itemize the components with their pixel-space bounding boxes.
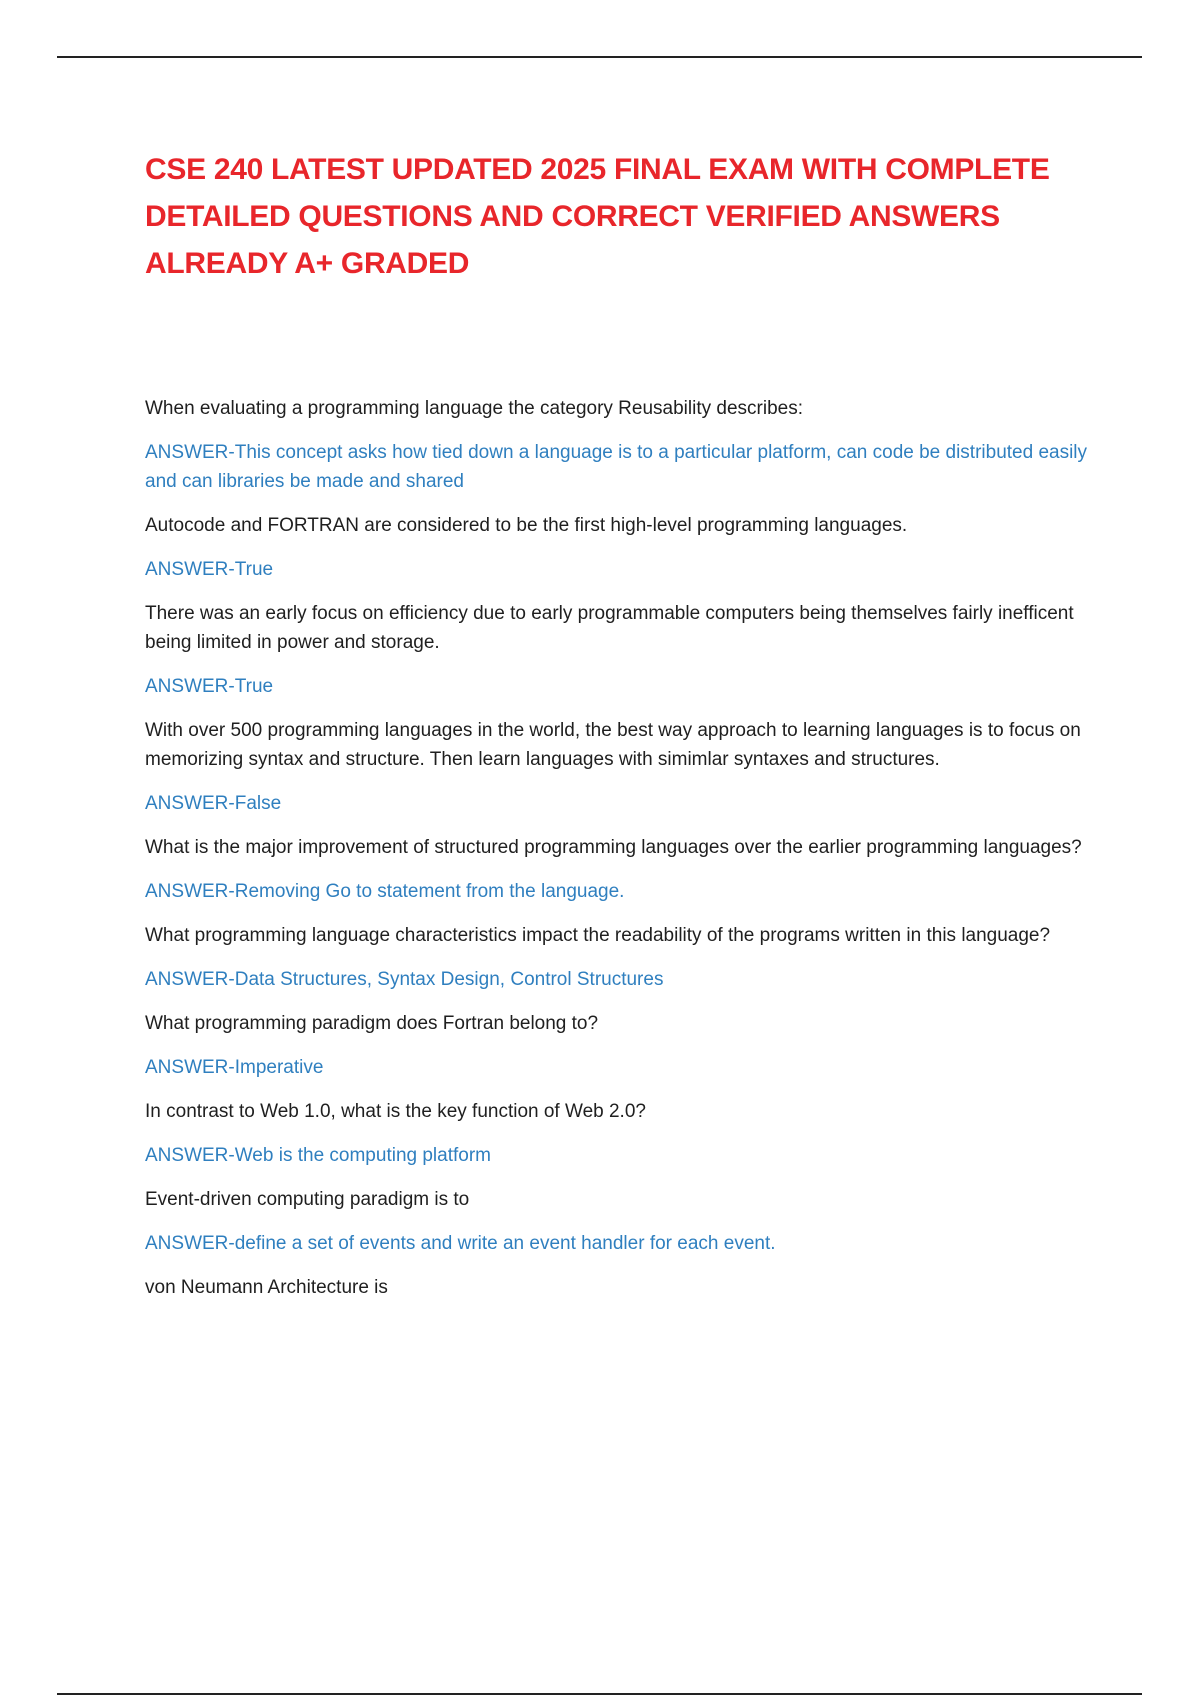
question: What programming language characteristics impact the readability of the programs written in this language? [145, 925, 1051, 946]
question: von Neumann Architecture is [145, 1277, 388, 1298]
question: With over 500 programming languages in the world, the best way approach to learning languages is to focus on memorizing syntax and structure. Then learn languages with simimlar syntaxes and structures. [145, 720, 1081, 770]
qa-list [145, 394, 1095, 1317]
answer: ANSWER-define a set of events and write an event handler for each event. [145, 1233, 776, 1254]
question: What is the major improvement of structured programming languages over the earlier programming languages? [145, 837, 1082, 858]
answer: ANSWER-True [145, 676, 274, 697]
question: Autocode and FORTRAN are considered to be the first high-level programming languages. [145, 515, 908, 536]
question: In contrast to Web 1.0, what is the key function of Web 2.0? [145, 1101, 646, 1122]
question: When evaluating a programming language the category Reusability describes: [145, 398, 803, 419]
top-rule [57, 56, 1142, 58]
question: There was an early focus on efficiency due to early programmable computers being themselves fairly inefficent being limited in power and storage. [145, 603, 1074, 653]
answer: ANSWER-Web is the computing platform [145, 1145, 491, 1166]
answer: ANSWER-Data Structures, Syntax Design, Control Structures [145, 969, 664, 990]
answer: ANSWER-This concept asks how tied down a language is to a particular platform, can code be distributed easily and can libraries be made and shared [145, 442, 1088, 492]
answer: ANSWER-True [145, 559, 274, 580]
answer: ANSWER-False [145, 793, 282, 814]
answer: ANSWER-Imperative [145, 1057, 324, 1078]
question: What programming paradigm does Fortran belong to? [145, 1013, 599, 1034]
answer: ANSWER-Removing Go to statement from the language. [145, 881, 625, 902]
question: Event-driven computing paradigm is to [145, 1189, 470, 1210]
bottom-rule [57, 1693, 1142, 1695]
document-title: CSE 240 LATEST UPDATED 2025 FINAL EXAM WITH COMPLETE DETAILED QUESTIONS AND CORRECT VERIFIED ANSWERS ALREADY A+ GRADED [145, 153, 1050, 280]
